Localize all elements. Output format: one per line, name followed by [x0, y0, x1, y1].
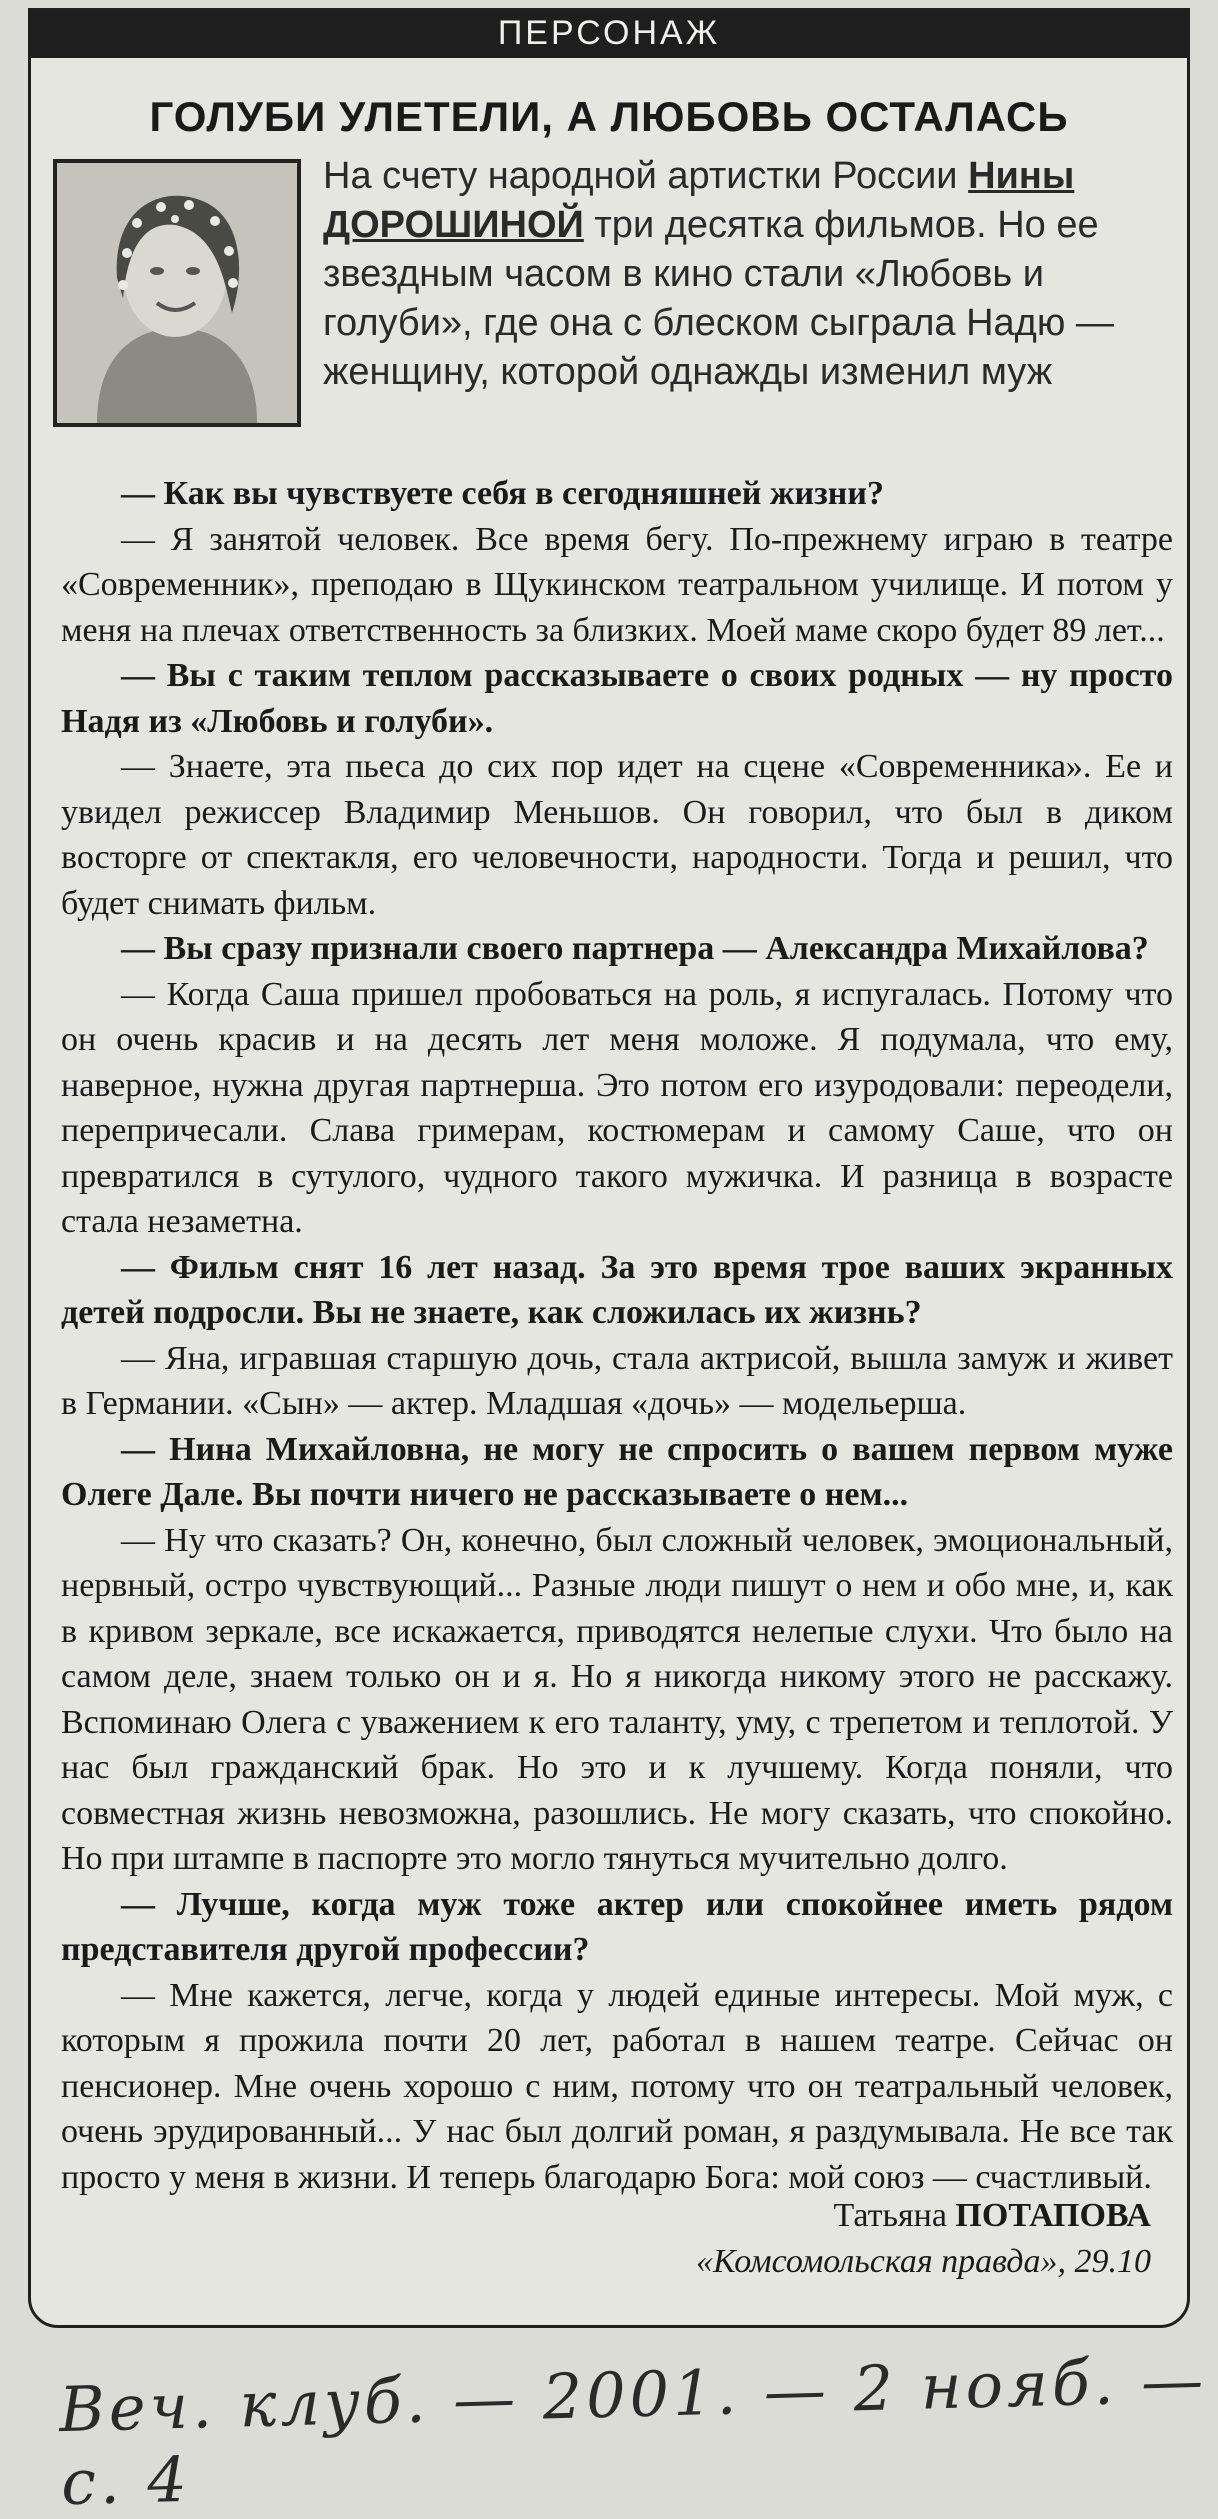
- question-paragraph: — Вы с таким теплом рассказываете о своих родных — ну просто Надя из «Любовь и голуби».: [61, 657, 1173, 740]
- author-line: [696, 2193, 1151, 2239]
- newspaper-clipping: [28, 8, 1190, 2328]
- answer-paragraph: — Когда Саша пришел пробоваться на роль, я испугалась. Потому что он очень красив и на десять лет меня моложе. Я подумала, что ему, наверное, нужна другая партнерша. Это потом его изуродовали: переодели, перепричесали. Слава гримерам, костюмерам и самому Саше, что он превратился в сутулого, чудного такого мужичка. И разница в возрасте стала незаметна.: [61, 975, 1173, 1240]
- lead-part2: три десятка фильмов. Но ее звездным часом в кино стали «Любовь и голуби», где она с блеском сыграла Надю — женщину, которой однажды изменил муж: [323, 204, 1114, 393]
- article-headline: ГОЛУБИ УЛЕТЕЛИ, А ЛЮБОВЬ ОСТАЛАСЬ: [149, 93, 1069, 140]
- question-paragraph: — Вы сразу признали своего партнера — Александра Михайлова?: [121, 930, 1149, 967]
- question-paragraph: — Как вы чувствуете себя в сегодняшней жизни?: [121, 475, 884, 512]
- author-first-name: Татьяна: [833, 2197, 947, 2234]
- article-body: [61, 471, 1173, 2200]
- lead-part1: На счету народной артистки России: [323, 155, 958, 197]
- question-paragraph: — Лучше, когда муж тоже актер или спокойнее иметь рядом представителя другой профессии?: [61, 1885, 1173, 1968]
- byline: [696, 2193, 1151, 2285]
- answer-paragraph: — Яна, игравшая старшую дочь, стала актрисой, вышла замуж и живет в Германии. «Сын» — актер. Младшая «дочь» — модельерша.: [61, 1339, 1173, 1422]
- answer-paragraph: — Знаете, эта пьеса до сих пор идет на сцене «Современника». Ее и увидел режиссер Владимир Меньшов. Он говорил, что был в диком восторге от спектакля, его человечности, народности. Тогда и решил, что будет снимать фильм.: [61, 748, 1173, 922]
- rubric-label: ПЕРСОНАЖ: [497, 13, 721, 52]
- handwritten-citation: Веч. клуб. — 2001. — 2 нояб. — с. 4: [58, 2343, 1209, 2519]
- answer-paragraph: — Мне кажется, легче, когда у людей единые интересы. Мой муж, с которым я прожила почти 20 лет, работал в нашем театре. Сейчас он пенсионер. Мне очень хорошо с ним, потому что он театральный человек, очень эрудированный... У нас был долгий роман, я раздумывала. Не все так просто у меня в жизни. И теперь благодарю Бога: мой союз — счастливый.: [61, 1976, 1173, 2196]
- question-paragraph: — Фильм снят 16 лет назад. За это время трое ваших экранных детей подросли. Вы не знаете, как сложилась их жизнь?: [61, 1248, 1173, 1331]
- author-last-name: ПОТАПОВА: [955, 2197, 1151, 2234]
- answer-paragraph: — Я занятой человек. Все время бегу. По-прежнему играю в театре «Современник», преподаю в Щукинском театральном училище. И потом у меня на плечах ответственность за близких. Моей маме скоро будет 89 лет...: [61, 520, 1173, 649]
- source-line: «Комсомольская правда», 29.10: [695, 2243, 1151, 2280]
- answer-paragraph: — Ну что сказать? Он, конечно, был сложный человек, эмоциональный, нервный, остро чувствующий... Разные люди пишут о нем и обо мне, и, как в кривом зеркале, все искажается, приводятся нелепые слухи. Что было на самом деле, знаем только он и я. Но я никогда никому этого не расскажу. Вспоминаю Олега с уважением к его таланту, уму, с трепетом и теплотой. У нас был гражданский брак. Но это и к лучшему. Когда поняли, что совместная жизнь невозможна, разошлись. Не могу сказать, что спокойно. Но при штампе в паспорте это могло тянуться мучительно долго.: [61, 1521, 1173, 1877]
- lead-name: Нины ДОРОШИНОЙ: [323, 155, 1075, 246]
- portrait-photo: [53, 159, 301, 427]
- rubric-banner: [31, 11, 1187, 58]
- question-paragraph: — Нина Михайловна, не могу не спросить о вашем первом муже Олеге Дале. Вы почти ничего не рассказываете о нем...: [61, 1430, 1173, 1513]
- portrait-image: [57, 163, 297, 423]
- lead-paragraph: [323, 149, 1178, 397]
